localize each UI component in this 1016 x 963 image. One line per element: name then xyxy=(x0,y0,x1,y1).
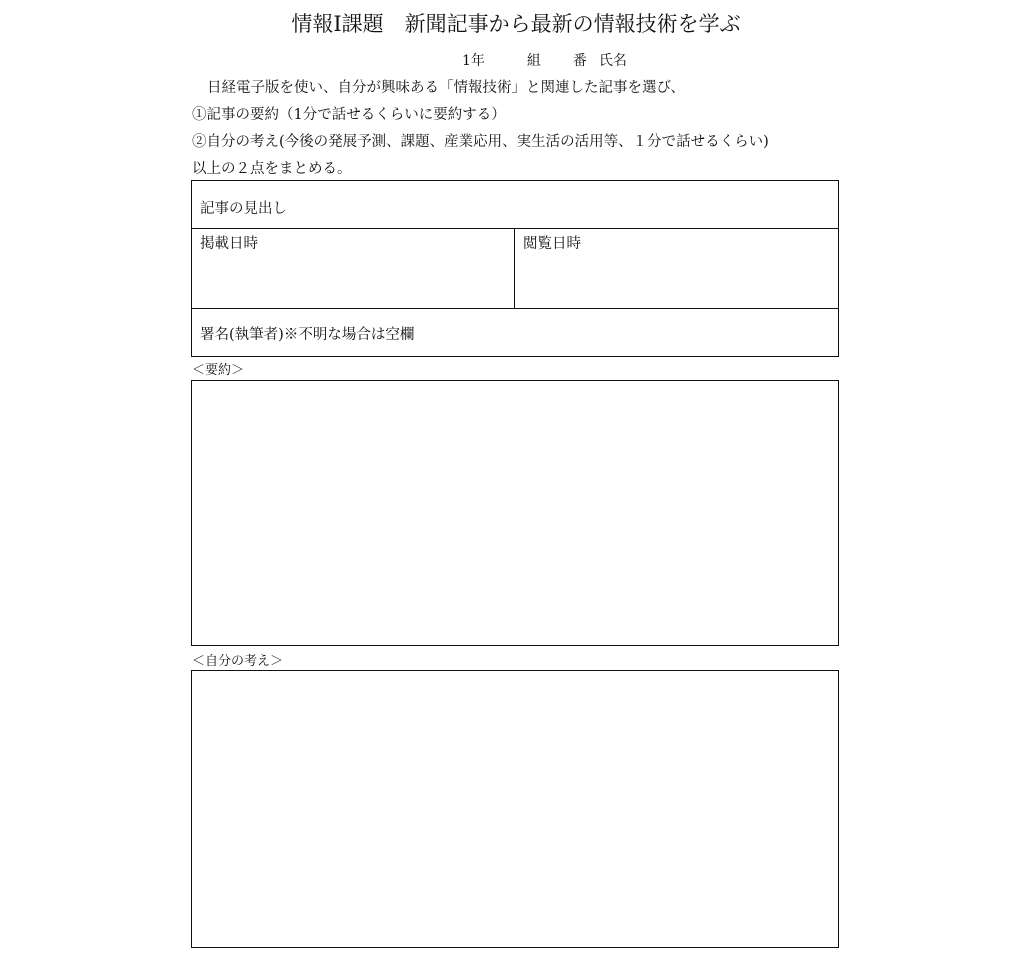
instruction-line-2: ①記事の要約（1分で話せるくらいに要約する） xyxy=(192,107,506,123)
headline-field[interactable] xyxy=(192,181,838,229)
dates-row xyxy=(192,229,838,309)
article-info-table xyxy=(191,180,839,357)
class-label: 組 xyxy=(526,53,541,69)
author-label: 署名(執筆者)※不明な場合は空欄 xyxy=(200,327,415,343)
grade-label: 1年 xyxy=(462,53,485,69)
student-info-line xyxy=(462,50,627,70)
name-label: 氏名 xyxy=(598,53,627,69)
instruction-line-4: 以上の２点をまとめる。 xyxy=(192,161,352,177)
number-label: 番 xyxy=(572,53,587,69)
author-field[interactable] xyxy=(192,309,838,355)
opinion-section-label: ＜自分の考え＞ xyxy=(192,654,284,669)
summary-section-label: ＜要約＞ xyxy=(192,363,245,378)
summary-box[interactable] xyxy=(191,380,839,646)
opinion-box[interactable] xyxy=(191,670,839,948)
instruction-line-3: ②自分の考え(今後の発展予測、課題、産業応用、実生活の活用等、１分で話せるくらい) xyxy=(192,134,769,150)
published-date-label: 掲載日時 xyxy=(200,236,258,252)
opinion-input[interactable] xyxy=(192,671,838,947)
summary-input[interactable] xyxy=(192,381,838,645)
instruction-line-1: 日経電子版を使い、自分が興味ある「情報技術」と関連した記事を選び、 xyxy=(207,80,685,96)
viewed-date-field[interactable] xyxy=(515,229,838,308)
headline-label: 記事の見出し xyxy=(200,201,287,217)
page-title: 情報Ⅰ課題 新聞記事から最新の情報技術を学ぶ xyxy=(291,12,741,36)
viewed-date-label: 閲覧日時 xyxy=(523,236,581,252)
published-date-field[interactable] xyxy=(192,229,515,308)
